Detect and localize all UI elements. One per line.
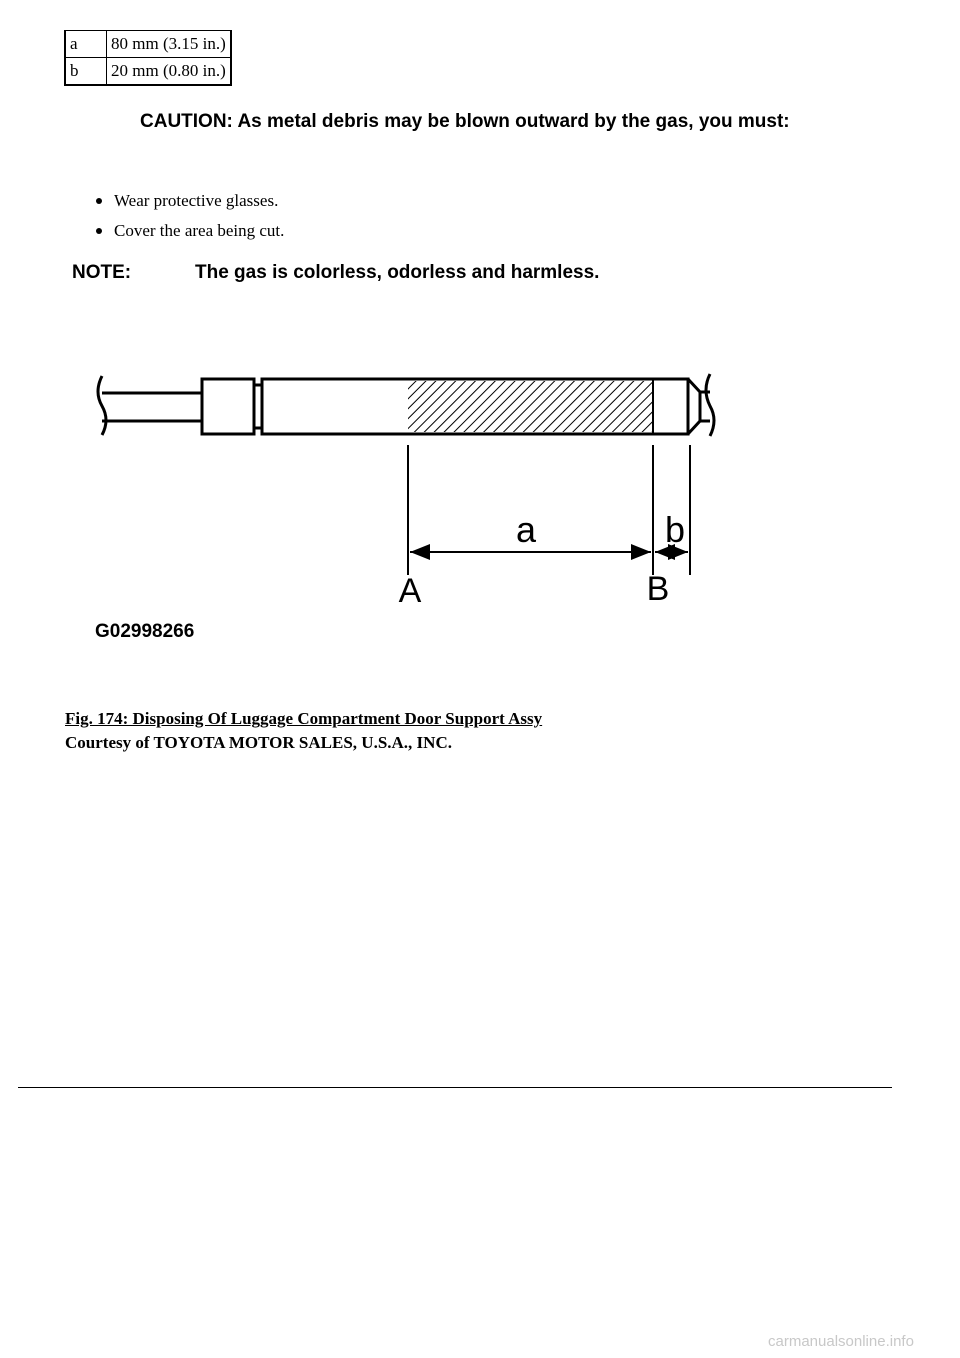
figure-courtesy: Courtesy of TOYOTA MOTOR SALES, U.S.A., INC. bbox=[65, 733, 452, 752]
dimension-value: 80 mm (3.15 in.) bbox=[107, 31, 231, 58]
end-fitting bbox=[202, 379, 254, 434]
list-item: Cover the area being cut. bbox=[94, 216, 284, 246]
watermark: carmanualsonline.info bbox=[768, 1333, 914, 1350]
table-row bbox=[65, 31, 231, 58]
dimension-b-label: b bbox=[664, 509, 686, 550]
left-break-line bbox=[98, 376, 106, 435]
note-text: The gas is colorless, odorless and harmless. bbox=[195, 262, 600, 283]
cut-area-hatch bbox=[408, 381, 653, 432]
dimensions-table bbox=[64, 30, 232, 86]
figure-code: G02998266 bbox=[95, 621, 195, 642]
table-row bbox=[65, 58, 231, 86]
right-break-line bbox=[706, 374, 714, 436]
tapered-end bbox=[688, 379, 700, 434]
page-divider bbox=[18, 1087, 892, 1088]
point-b-label: B bbox=[646, 570, 670, 608]
dimension-a-label: a bbox=[515, 509, 537, 550]
dimension-value: 20 mm (0.80 in.) bbox=[107, 58, 231, 86]
figure-title: Fig. 174: Disposing Of Luggage Compartment Door Support Assy bbox=[65, 709, 543, 728]
caution-text: CAUTION: As metal debris may be blown outward by the gas, you must: bbox=[140, 111, 790, 132]
gas-spring-diagram bbox=[80, 350, 740, 610]
dimension-key: b bbox=[65, 58, 107, 86]
precautions-list bbox=[94, 186, 284, 246]
note-label: NOTE: bbox=[72, 262, 132, 283]
dimension-key: a bbox=[65, 31, 107, 58]
list-item: Wear protective glasses. bbox=[94, 186, 284, 216]
point-a-label: A bbox=[398, 572, 422, 610]
